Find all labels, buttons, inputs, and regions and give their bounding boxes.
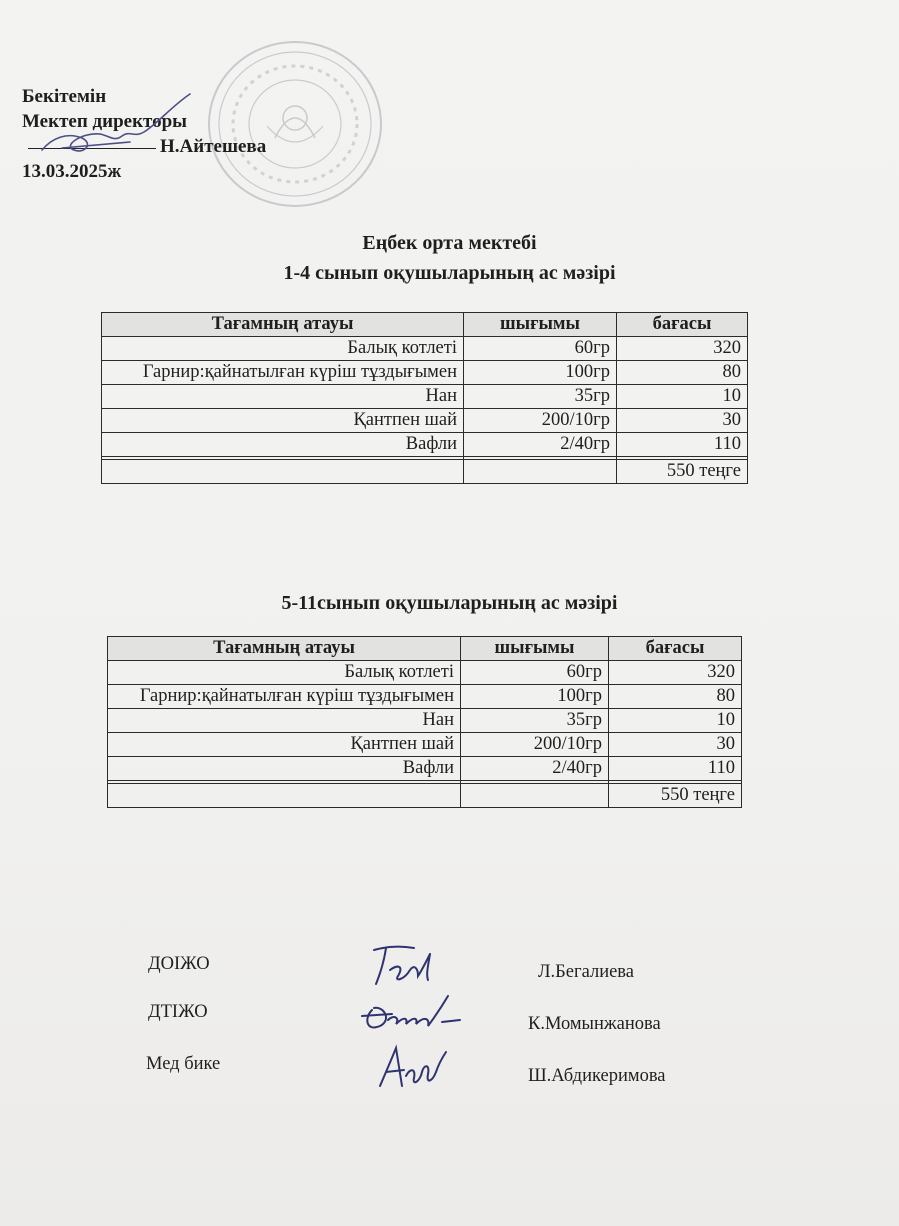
signature-2 (358, 988, 468, 1038)
header-dish: Тағамның атауы (102, 313, 464, 337)
table-total-row (102, 460, 748, 484)
price-cell: 30 (609, 733, 742, 757)
yield-cell: 100гр (461, 685, 609, 709)
price-cell: 80 (609, 685, 742, 709)
signer-name-2: К.Момынжанова (528, 1014, 661, 1034)
price-cell: 10 (609, 709, 742, 733)
price-cell: 30 (617, 409, 748, 433)
total-cell: 550 теңге (609, 784, 742, 808)
dish-cell: Вафли (108, 757, 461, 781)
approval-date: 13.03.2025ж (22, 161, 122, 182)
dish-cell: Нан (102, 385, 464, 409)
director-signature (22, 88, 197, 168)
yield-cell: 100гр (464, 361, 617, 385)
table-row (102, 385, 748, 409)
table-header-row (108, 637, 742, 661)
header-dish: Тағамның атауы (108, 637, 461, 661)
yield-cell: 2/40гр (464, 433, 617, 457)
table-row (108, 661, 742, 685)
yield-cell: 60гр (461, 661, 609, 685)
menu-table-1-4 (101, 312, 748, 484)
dish-cell: Вафли (102, 433, 464, 457)
price-cell: 10 (617, 385, 748, 409)
school-name: Еңбек орта мектебі (362, 232, 537, 254)
signer-role-2: ДТІЖО (148, 1002, 208, 1022)
price-cell: 110 (617, 433, 748, 457)
dish-cell: Балық котлеті (102, 337, 464, 361)
table-row (102, 337, 748, 361)
menu-title-1-4: 1-4 сынып оқушыларының ас мәзірі (283, 262, 616, 284)
table-total-row (108, 784, 742, 808)
table-header-row (102, 313, 748, 337)
signature-3 (374, 1042, 454, 1094)
price-cell: 320 (609, 661, 742, 685)
header-yield: шығымы (461, 637, 609, 661)
signer-role-3: Мед бике (146, 1054, 221, 1074)
dish-cell: Қантпен шай (108, 733, 461, 757)
table-row (108, 757, 742, 781)
dish-cell: Гарнир:қайнатылған күріш тұздығымен (102, 361, 464, 385)
yield-cell: 60гр (464, 337, 617, 361)
table-row (102, 409, 748, 433)
table-row (108, 709, 742, 733)
price-cell: 320 (617, 337, 748, 361)
dish-cell: Нан (108, 709, 461, 733)
header-price: бағасы (609, 637, 742, 661)
yield-cell: 200/10гр (464, 409, 617, 433)
signer-role-1: ДОІЖО (148, 954, 210, 974)
price-cell: 110 (609, 757, 742, 781)
signer-name-1: Л.Бегалиева (538, 962, 635, 982)
yield-cell: 200/10гр (461, 733, 609, 757)
director-name: Н.Айтешева (160, 136, 267, 157)
total-cell: 550 теңге (617, 460, 748, 484)
header-price: бағасы (617, 313, 748, 337)
price-cell: 80 (617, 361, 748, 385)
dish-cell: Балық котлеті (108, 661, 461, 685)
approval-title: Бекітемін (22, 86, 107, 107)
menu-title-5-11: 5-11сынып оқушыларының ас мәзірі (281, 592, 618, 614)
signature-1 (368, 940, 448, 990)
dish-cell: Гарнир:қайнатылған күріш тұздығымен (108, 685, 461, 709)
table-row (108, 685, 742, 709)
signer-name-3: Ш.Абдикеримова (528, 1066, 666, 1086)
yield-cell: 35гр (464, 385, 617, 409)
table-row (102, 433, 748, 457)
table-row (102, 361, 748, 385)
yield-cell: 2/40гр (461, 757, 609, 781)
header-yield: шығымы (464, 313, 617, 337)
yield-cell: 35гр (461, 709, 609, 733)
approval-position: Мектеп директоры (22, 111, 188, 132)
menu-table-5-11 (107, 636, 742, 808)
table-row (108, 733, 742, 757)
dish-cell: Қантпен шай (102, 409, 464, 433)
